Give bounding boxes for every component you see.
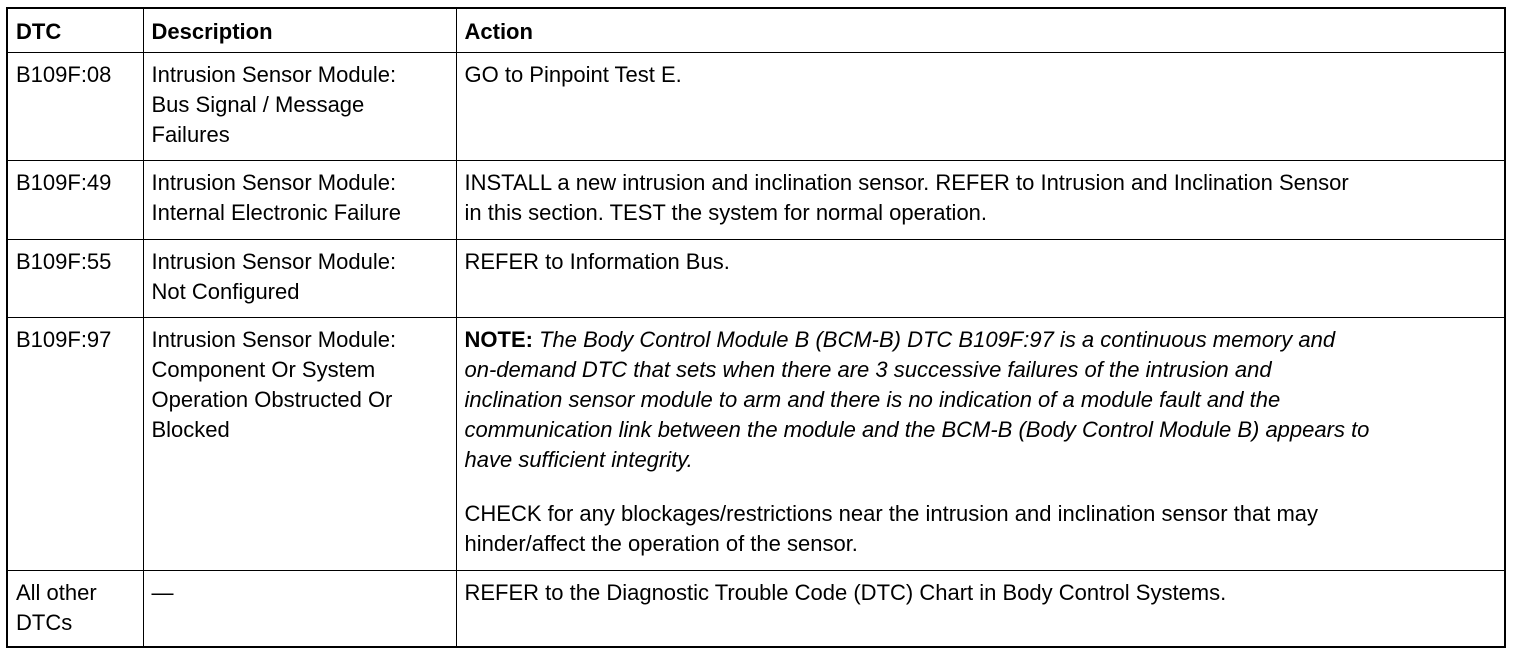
- dtc-cell: B109F:08: [7, 53, 143, 161]
- dtc-table: [6, 7, 1506, 648]
- table-row: [7, 239, 1505, 318]
- dtc-cell: B109F:97: [7, 318, 143, 571]
- description-cell: Intrusion Sensor Module: Component Or System Operation Obstructed Or Blocked: [143, 318, 456, 571]
- action-text: CHECK for any blockages/restrictions near the intrusion and inclination sensor that may hinder/affect the operation of the sensor.: [464, 501, 1319, 557]
- header-action: Action: [456, 8, 1505, 53]
- description-cell: Intrusion Sensor Module: Bus Signal / Message Failures: [143, 53, 456, 161]
- paragraph-spacer: [465, 475, 1497, 499]
- action-cell: INSTALL a new intrusion and inclination sensor. REFER to Intrusion and Inclination Sensor in this section. TEST the system for normal operation.: [456, 160, 1505, 239]
- note-text: The Body Control Module B (BCM-B) DTC B109F:97 is a continuous memory and on-demand DTC that sets when there are 3 successive failures of the intrusion and inclination sensor module to arm and there is no indication of a module fault and the communication link between the module and the BCM-B (Body Control Module B) appears to have sufficient integrity.: [464, 327, 1370, 473]
- header-description: Description: [143, 8, 456, 53]
- dtc-cell: All other DTCs: [7, 571, 143, 647]
- action-cell: REFER to Information Bus.: [456, 239, 1505, 318]
- note-label: NOTE:: [464, 327, 533, 353]
- table-row: [7, 160, 1505, 239]
- table-row: [7, 53, 1505, 161]
- dtc-cell: B109F:49: [7, 160, 143, 239]
- table-header-row: [7, 8, 1505, 53]
- table-row: [7, 571, 1505, 647]
- header-dtc: DTC: [7, 8, 143, 53]
- table-row: [7, 318, 1505, 571]
- dtc-cell: B109F:55: [7, 239, 143, 318]
- action-cell: REFER to the Diagnostic Trouble Code (DTC) Chart in Body Control Systems.: [456, 571, 1505, 647]
- action-cell: [456, 318, 1505, 571]
- description-cell: Intrusion Sensor Module: Internal Electronic Failure: [143, 160, 456, 239]
- description-cell: —: [143, 571, 456, 647]
- action-cell: GO to Pinpoint Test E.: [456, 53, 1505, 161]
- description-cell: Intrusion Sensor Module: Not Configured: [143, 239, 456, 318]
